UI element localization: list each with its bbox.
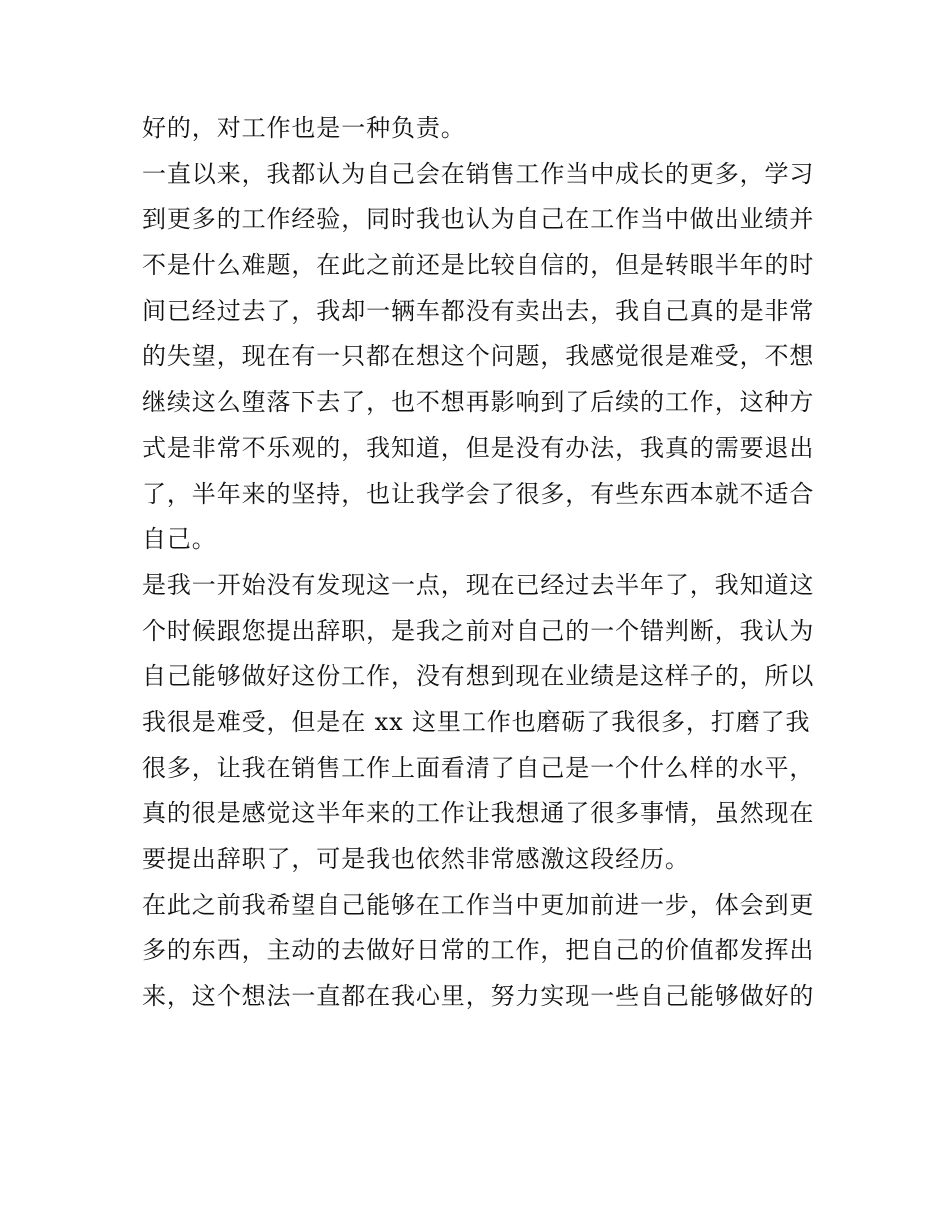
text-line: 间已经过去了，我却一辆车都没有卖出去，我自己真的是非常 (142, 296, 815, 325)
text-line: 多的东西，主动的去做好日常的工作，把自己的价值都发挥出 (142, 936, 815, 965)
text-line: 一直以来，我都认为自己会在销售工作当中成长的更多，学习 (142, 159, 815, 188)
text-line: 是我一开始没有发现这一点，现在已经过去半年了，我知道这 (142, 570, 815, 599)
text-line: 我很是难受，但是在 xx 这里工作也磨砺了我很多，打磨了我 (142, 707, 811, 736)
text-line: 个时候跟您提出辞职，是我之前对自己的一个错判断，我认为 (142, 616, 815, 645)
text-line: 到更多的工作经验，同时我也认为自己在工作当中做出业绩并 (142, 205, 815, 234)
text-line: 要提出辞职了，可是我也依然非常感激这段经历。 (142, 845, 690, 873)
text-line: 不是什么难题，在此之前还是比较自信的，但是转眼半年的时 (142, 251, 815, 280)
text-line: 在此之前我希望自己能够在工作当中更加前进一步，体会到更 (142, 890, 815, 919)
text-line: 了，半年来的坚持，也让我学会了很多，有些东西本就不适合 (142, 479, 815, 508)
text-line: 很多，让我在销售工作上面看清了自己是一个什么样的水平， (142, 753, 815, 782)
text-line: 的失望，现在有一只都在想这个问题，我感觉很是难受，不想 (142, 342, 815, 371)
text-line: 继续这么堕落下去了，也不想再影响到了后续的工作，这种方 (142, 388, 815, 417)
text-line: 真的很是感觉这半年来的工作让我想通了很多事情，虽然现在 (142, 799, 815, 828)
document-body-text (142, 106, 822, 1020)
text-line: 式是非常不乐观的，我知道，但是没有办法，我真的需要退出 (142, 433, 815, 462)
text-line: 自己。 (142, 525, 217, 554)
text-line: 自己能够做好这份工作，没有想到现在业绩是这样子的，所以 (142, 662, 815, 691)
text-line: 来，这个想法一直都在我心里，努力实现一些自己能够做好的 (142, 982, 815, 1011)
text-line: 好的，对工作也是一种负责。 (142, 114, 466, 142)
